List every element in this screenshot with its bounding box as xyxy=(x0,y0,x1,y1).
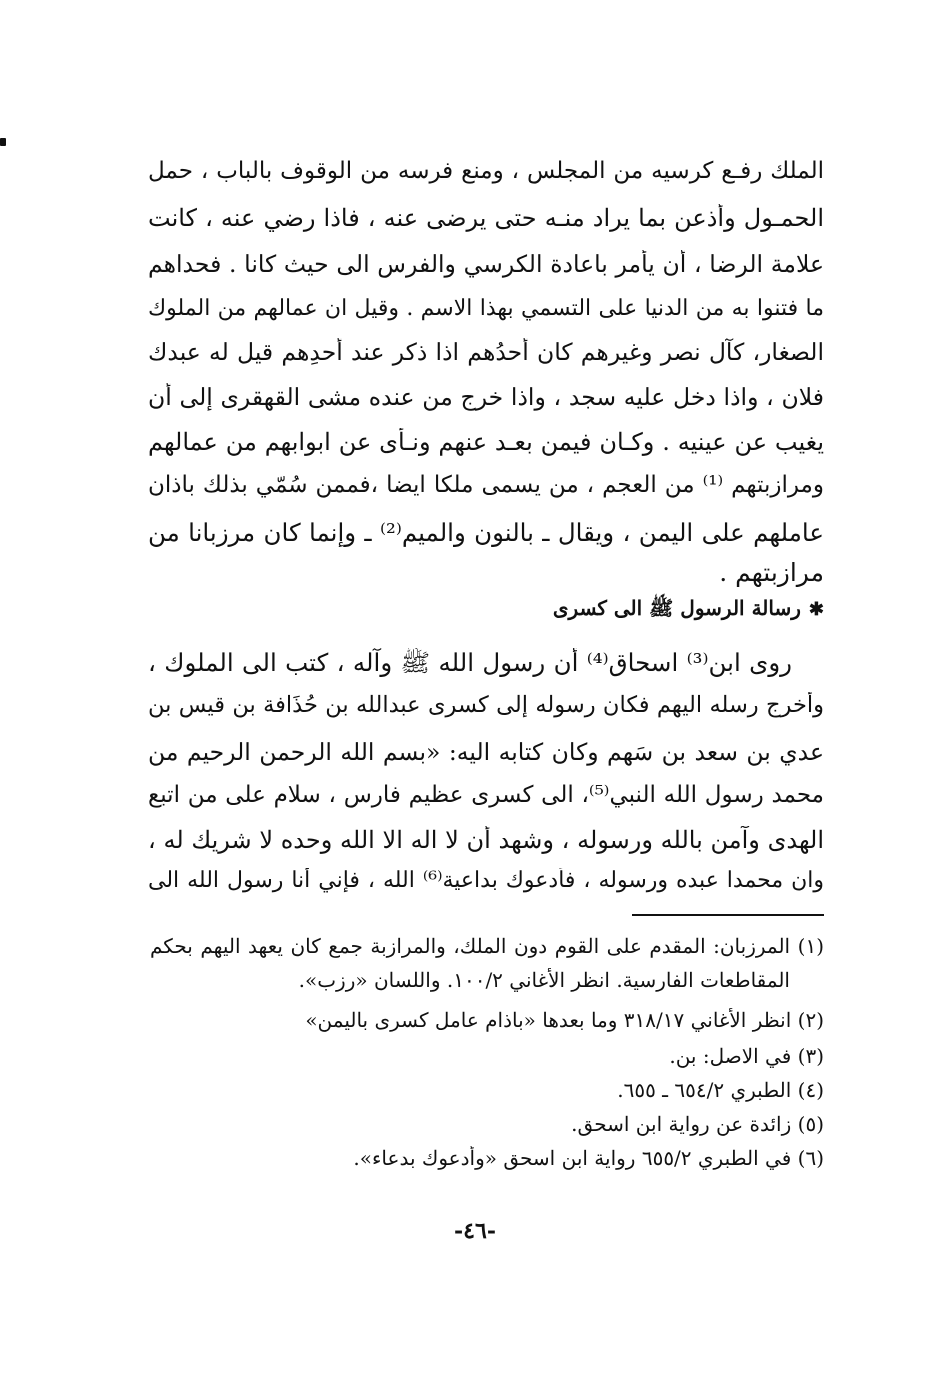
text-line: الملك رفـع كرسيه من المجلس ، ومنع فرسه من الوقوف بالباب ، حمل xyxy=(148,158,824,184)
footnote-item: (٥) زائدة عن رواية ابن اسحق. xyxy=(571,1112,824,1136)
text-line: الهدى وآمن بالله ورسوله ، وشهد أن لا اله الا الله وحده لا شريك له ، xyxy=(148,826,824,854)
text-line: ومرازبتهم ⁽¹⁾ من العجم ، من يسمى ملكا ايضا ،فممن سُمّي بذلك باذان xyxy=(148,472,824,498)
footnote-item: (٣) في الاصل: بن. xyxy=(669,1044,824,1068)
text-line: محمد رسول الله النبي⁽⁵⁾، الى كسرى عظيم فارس ، سلام على من اتبع xyxy=(148,782,824,808)
text-line: عدي بن سعد بن سَهم وكان كتابه اليه: «بسم الله الرحمن الرحيم من xyxy=(148,738,824,766)
footnote-item: (٦) في الطبري ٦٥٥/٢ رواية ابن اسحق «وأدعوك بدعاء». xyxy=(353,1146,824,1170)
footnote-item: (١) المرزبان: المقدم على القوم دون الملك، والمرازبة جمع كان يعهد اليهم بحكم xyxy=(150,934,824,958)
section-heading xyxy=(553,596,824,625)
text-line: الصغار، كآل نصر وغيرهم كان أحدُهم اذا ذكر عند أحدِهم قيل له عبدك xyxy=(148,338,824,366)
footnote-item: (٤) الطبري ٦٥٤/٢ ـ ٦٥٥. xyxy=(617,1078,824,1102)
text-line: روى ابن⁽³⁾ اسحاق⁽⁴⁾ أن رسول الله ﷺ وآله ، كتب الى الملوك ، xyxy=(148,648,792,677)
text-line: ما فتنوا به من الدنيا على التسمي بهذا الاسم . وقيل ان عمالهم من الملوك xyxy=(148,296,824,321)
section-heading-text: رسالة الرسول ﷺ الى كسرى xyxy=(552,596,801,620)
text-line: عاملهم على اليمن ، ويقال ـ بالنون والميم⁽²⁾ ـ وإنما كان مرزبانا من xyxy=(148,518,824,547)
scan-edge-mark xyxy=(0,138,6,146)
text-line: يغيب عن عينيه . وكـان فيمن بعـد عنهم ونـأى عن ابوابهم من عمالهم xyxy=(148,428,824,456)
text-line: وأخرج رسله اليهم فكان رسوله إلى كسرى عبدالله بن حُذَافة بن قيس بن xyxy=(148,692,824,718)
text-line: علامة الرضا ، أن يأمر باعادة الكرسي والفرس الى حيث كانا . فحداهم xyxy=(148,250,824,278)
text-line: وان محمدا عبده ورسوله ، فأدعوك بداعية⁽⁶⁾ الله ، فإني أنا رسول الله الى xyxy=(148,868,824,893)
star-icon: ✱ xyxy=(808,599,824,620)
text-line: مرازبتهم . xyxy=(719,558,824,587)
footnote-continuation: المقاطعات الفارسية. انظر الأغاني ١٠٠/٢. واللسان «رزب». xyxy=(298,968,790,992)
page-number: -٤٦- xyxy=(454,1218,496,1244)
footnote-divider xyxy=(632,914,824,916)
text-line: فلان ، واذا دخل عليه سجد ، واذا خرج من عنده مشى القهقرى إلى أن xyxy=(148,383,824,411)
footnote-item: (٢) انظر الأغاني ٣١٨/١٧ وما بعدها «باذام عامل كسرى باليمن» xyxy=(305,1008,824,1032)
text-line: الحمـول وأذعن بما يراد منـه حتى يرضى عنه ، فاذا رضي عنه ، كانت xyxy=(148,204,824,232)
